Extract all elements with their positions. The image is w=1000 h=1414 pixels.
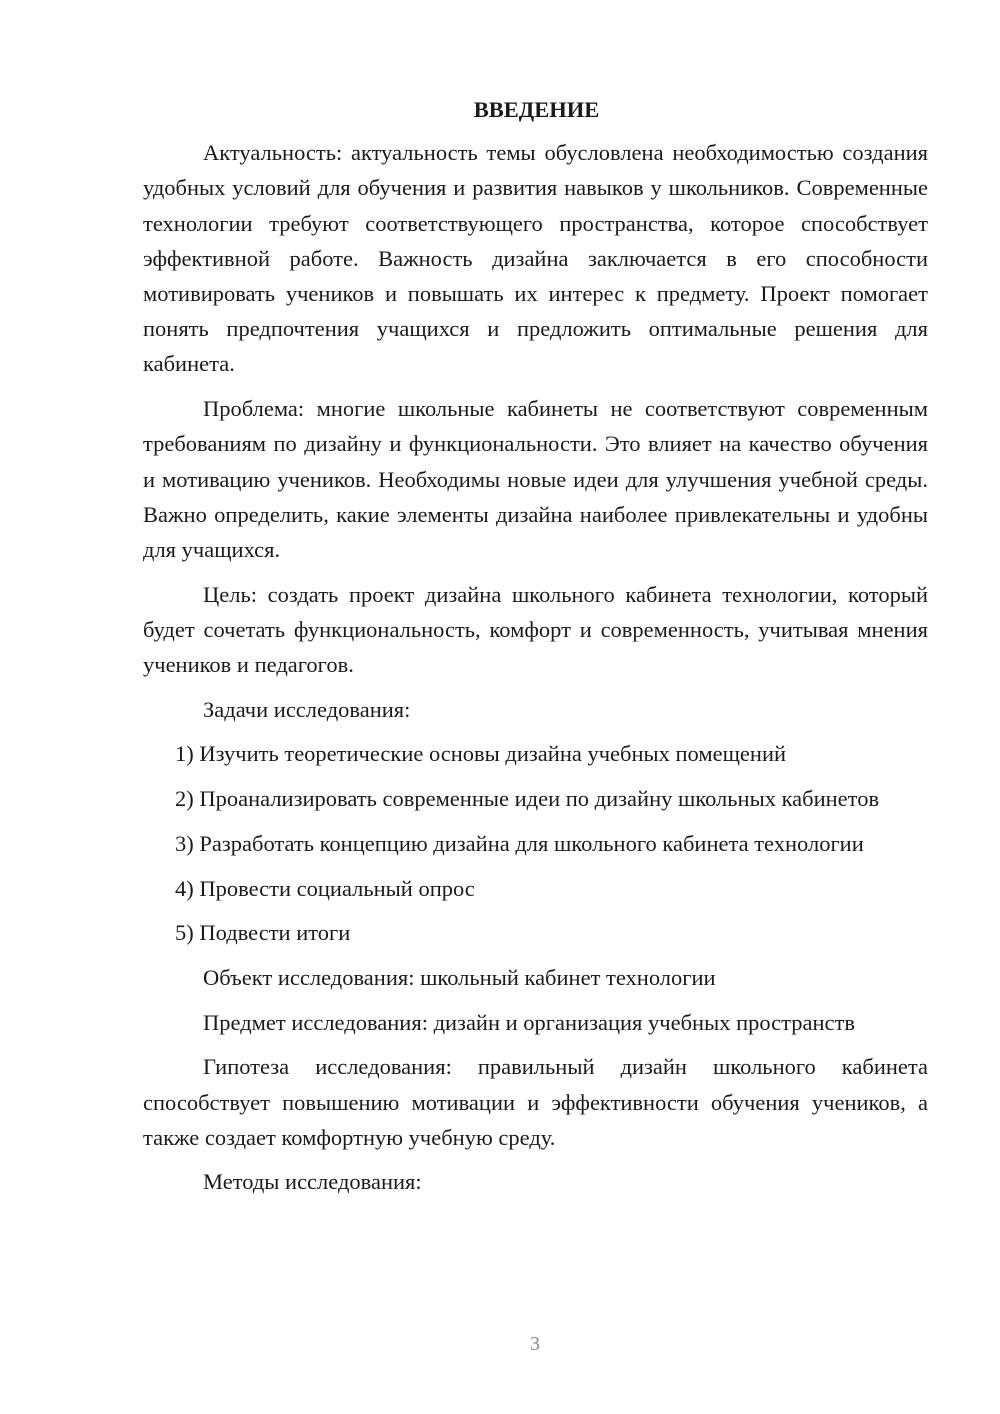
paragraph-problem: Проблема: многие школьные кабинеты не соответствуют современным требованиям по дизайну и функциональности. Это влияет на качество обучения и мотивацию учеников. Необходимы новые идеи для улучшения учебной среды. Важно определить, какие элементы дизайна наиболее привлекательны и удобны для учащихся. bbox=[143, 396, 928, 562]
paragraph-goal: Цель: создать проект дизайна школьного кабинета технологии, который будет сочетать функциональность, комфорт и современность, учитывая мнения учеников и педагогов. bbox=[143, 581, 928, 678]
paragraph-object: Объект исследования: школьный кабинет технологии bbox=[203, 964, 716, 990]
paragraph-methods: Методы исследования: bbox=[203, 1169, 422, 1195]
task-item-5: 5) Подвести итоги bbox=[175, 920, 351, 946]
task-item-2: 2) Проанализировать современные идеи по дизайну школьных кабинетов bbox=[175, 786, 880, 812]
task-item-4: 4) Провести социальный опрос bbox=[175, 875, 475, 901]
paragraph-hypothesis: Гипотеза исследования: правильный дизайн школьного кабинета способствует повышению мотивации и эффективности обучения учеников, а также создает комфортную учебную среду. bbox=[143, 1054, 928, 1150]
paragraph-subject: Предмет исследования: дизайн и организация учебных пространств bbox=[203, 1009, 855, 1035]
page-number: 3 bbox=[530, 1333, 540, 1355]
paragraph-relevance: Актуальность: актуальность темы обусловлена необходимостью создания удобных условий для обучения и развития навыков у школьников. Современные технологии требуют соответствующего пространства, которое способствует эффективной работе. Важность дизайна заключается в его способности мотивировать учеников и повышать их интерес к предмету. Проект помогает понять предпочтения учащихся и предложить оптимальные решения для кабинета. bbox=[143, 140, 928, 377]
page-title: ВВЕДЕНИЕ bbox=[473, 97, 600, 122]
task-item-3: 3) Разработать концепцию дизайна для школьного кабинета технологии bbox=[175, 830, 864, 856]
document-body bbox=[143, 92, 928, 1209]
paragraph-tasks-heading: Задачи исследования: bbox=[203, 696, 411, 722]
task-item-1: 1) Изучить теоретические основы дизайна учебных помещений bbox=[175, 741, 787, 767]
